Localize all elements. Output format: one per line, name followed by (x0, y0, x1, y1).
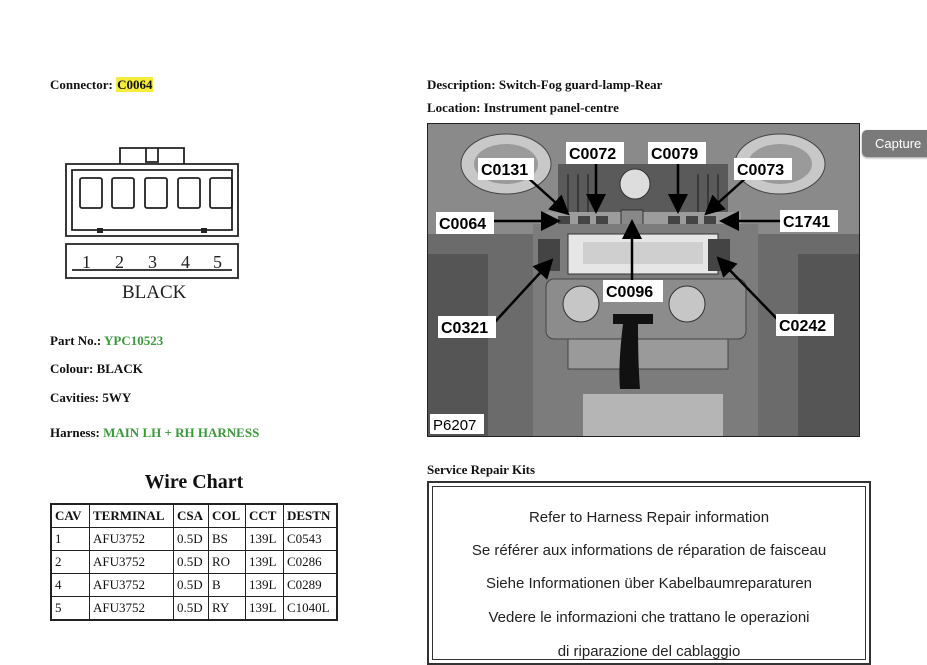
part-no: Part No.: YPC10523 (50, 333, 164, 348)
drawing-colour-text: BLACK (122, 282, 187, 303)
wire-chart-table (50, 503, 338, 621)
location: Location: Instrument panel-centre (427, 100, 619, 115)
pin-3: 3 (148, 252, 157, 272)
col-terminal: TERMINAL (90, 504, 174, 528)
repair-line-en: Refer to Harness Repair information (528, 509, 770, 526)
pin-2: 2 (115, 252, 124, 272)
repair-line-de: Siehe Informationen über Kabelbaumreparaturen (485, 575, 813, 592)
connector-value: C0064 (117, 77, 153, 92)
service-repair-label: Service Repair Kits (427, 462, 536, 477)
col-csa: CSA (174, 504, 209, 528)
capture-button[interactable]: Capture (862, 130, 927, 157)
table-row: 4 AFU3752 0.5D B 139L C0289 (51, 574, 337, 597)
repair-line-it-2: di riparazione del cablaggio (557, 643, 741, 660)
col-cct: CCT (246, 504, 284, 528)
col-cav: CAV (51, 504, 90, 528)
label-c0073: C0073 (737, 162, 785, 179)
photo-ref: P6207 (433, 417, 477, 434)
label-c0072: C0072 (569, 146, 617, 163)
label-c0064: C0064 (439, 216, 487, 233)
label-c0321: C0321 (441, 320, 489, 337)
pin-5: 5 (213, 252, 222, 272)
colour: Colour: BLACK (50, 361, 143, 376)
connector-drawing (62, 140, 242, 305)
part-no-value: YPC10523 (104, 333, 164, 348)
table-row: 1 AFU3752 0.5D BS 139L C0543 (51, 528, 337, 551)
repair-info-box (427, 481, 871, 665)
harness: Harness: MAIN LH + RH HARNESS (50, 425, 260, 440)
connector-label: Connector: C0064 (50, 77, 153, 92)
wire-chart-title: Wire Chart (144, 471, 244, 493)
col-col: COL (209, 504, 246, 528)
table-row: 2 AFU3752 0.5D RO 139L C0286 (51, 551, 337, 574)
location-photo (427, 123, 860, 437)
wire-chart-header-row (51, 504, 337, 528)
description: Description: Switch-Fog guard-lamp-Rear (427, 77, 663, 92)
label-c0242: C0242 (779, 318, 827, 335)
repair-line-it: Vedere le informazioni che trattano le operazioni (488, 609, 810, 626)
label-c0096: C0096 (606, 284, 654, 301)
label-c0131: C0131 (481, 162, 529, 179)
pin-4: 4 (181, 252, 190, 272)
cavities: Cavities: 5WY (50, 390, 132, 405)
pin-1: 1 (82, 252, 91, 272)
table-row: 5 AFU3752 0.5D RY 139L C1040L (51, 597, 337, 621)
repair-line-fr: Se référer aux informations de réparation de faisceau (471, 542, 827, 559)
label-c0079: C0079 (651, 146, 699, 163)
label-c1741: C1741 (783, 214, 831, 231)
harness-value: MAIN LH + RH HARNESS (103, 425, 260, 440)
col-destn: DESTN (284, 504, 338, 528)
